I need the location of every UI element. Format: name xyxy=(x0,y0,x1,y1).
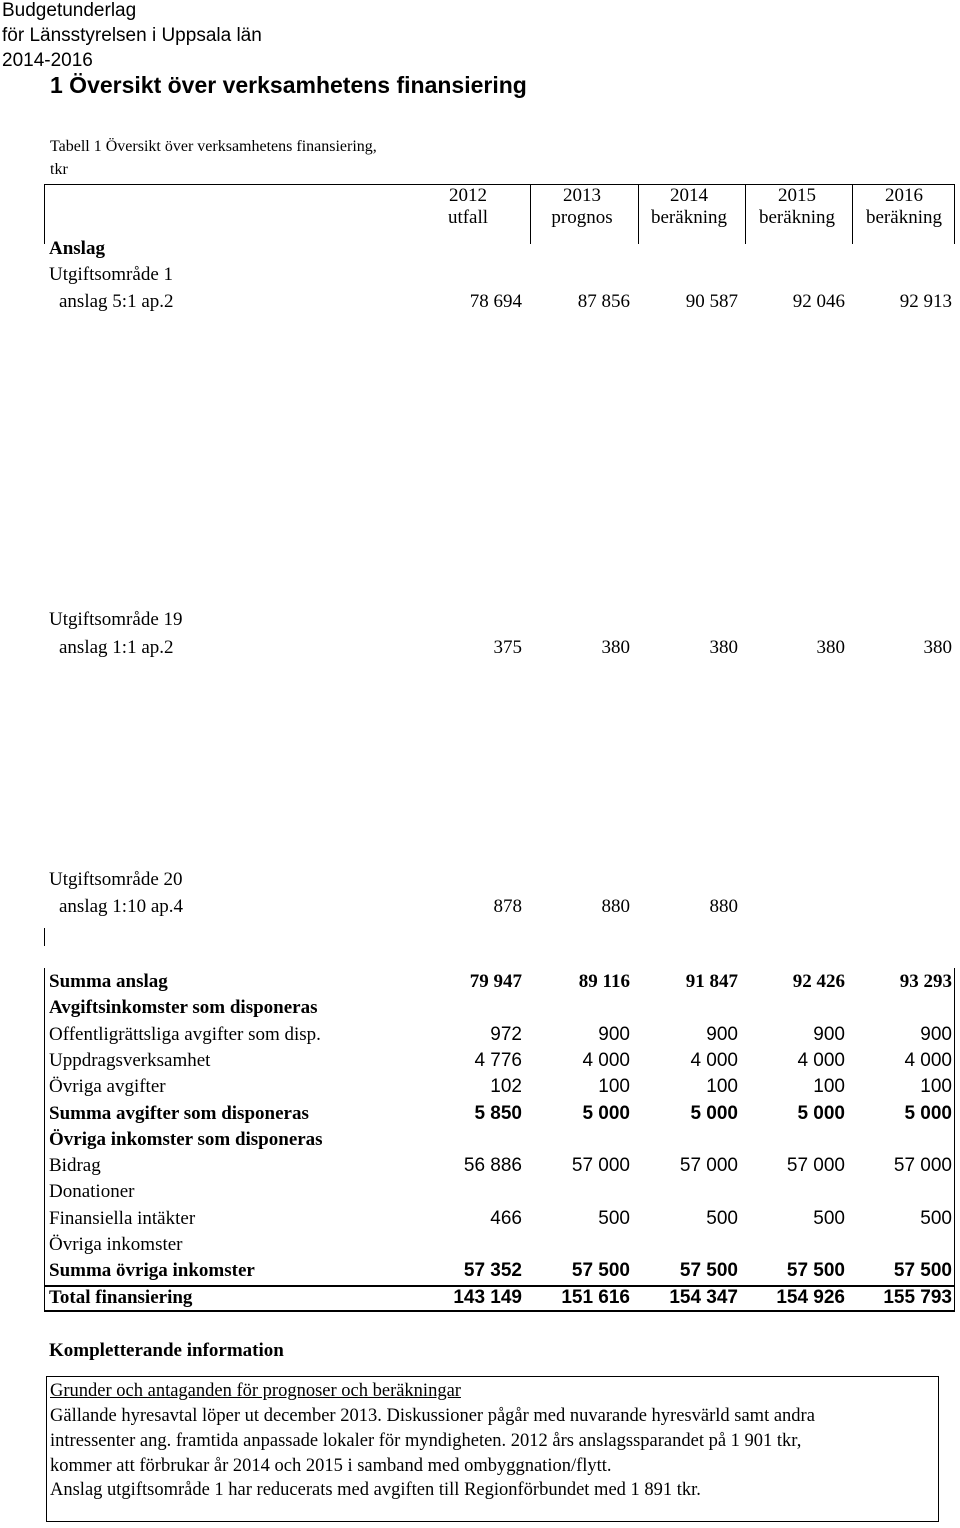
cell-value: 500 xyxy=(706,1208,738,1229)
uo1-label: Utgiftsområde 1 xyxy=(49,264,174,285)
col-kind: beräkning xyxy=(651,207,727,228)
table-row xyxy=(0,1129,960,1155)
col-year: 2013 xyxy=(563,185,601,206)
col-kind: beräkning xyxy=(866,207,942,228)
col-year: 2015 xyxy=(778,185,816,206)
cell-value: 92 913 xyxy=(899,291,952,312)
cell-value: 375 xyxy=(493,637,522,658)
col-header-2016 xyxy=(852,185,956,229)
cell-value: 5 000 xyxy=(690,1103,738,1124)
table-right-border xyxy=(954,968,955,1311)
total-bottom-border xyxy=(44,1310,955,1312)
cell-value: 100 xyxy=(706,1076,738,1097)
cell-value: 100 xyxy=(598,1076,630,1097)
cell-value: 4 776 xyxy=(474,1050,522,1071)
cell-value: 900 xyxy=(598,1024,630,1045)
table-row xyxy=(0,1181,960,1207)
section-heading-anslag: Anslag xyxy=(49,238,105,259)
col-kind: utfall xyxy=(447,207,489,228)
table-caption: Tabell 1 Översikt över verksamhetens finansiering, xyxy=(50,138,377,155)
total-top-border xyxy=(44,1285,955,1287)
cell-value: 78 694 xyxy=(469,291,522,312)
doc-header-period: 2014-2016 xyxy=(2,50,93,71)
cell-value: 900 xyxy=(706,1024,738,1045)
cell-value: 5 850 xyxy=(474,1103,522,1124)
cell-value: 500 xyxy=(920,1208,952,1229)
doc-header-title: Budgetunderlag xyxy=(2,0,137,21)
col-header-2014 xyxy=(637,185,741,229)
cell-value: 155 793 xyxy=(883,1287,952,1308)
col-year: 2016 xyxy=(885,185,923,206)
row-label: Finansiella intäkter xyxy=(49,1208,196,1229)
cell-value: 100 xyxy=(813,1076,845,1097)
cell-value: 57 500 xyxy=(893,1260,952,1281)
row-label: Donationer xyxy=(49,1181,135,1202)
table-row xyxy=(0,971,960,997)
col-header-2015 xyxy=(745,185,849,229)
info-text-line: kommer att förbrukar år 2014 och 2015 i samband med ombyggnation/flytt. xyxy=(50,1456,612,1476)
cell-value: 57 000 xyxy=(786,1155,845,1176)
info-text-line: Anslag utgiftsområde 1 har reducerats med avgiften till Regionförbundet med 1 891 tkr. xyxy=(50,1480,701,1500)
table-row xyxy=(0,997,960,1023)
col-header-2012 xyxy=(416,185,520,229)
cell-value: 5 000 xyxy=(904,1103,952,1124)
col-kind: prognos xyxy=(551,207,613,228)
table-left-border xyxy=(44,968,45,1311)
cell-value: 57 000 xyxy=(679,1155,738,1176)
uo1-values xyxy=(0,291,960,315)
cell-value: 57 500 xyxy=(679,1260,738,1281)
cell-value: 900 xyxy=(920,1024,952,1045)
cell-value: 154 926 xyxy=(776,1287,845,1308)
uo19-values xyxy=(0,637,960,661)
cell-value: 380 xyxy=(709,637,738,658)
row-label: Summa övriga inkomster xyxy=(49,1260,255,1281)
row-label: Bidrag xyxy=(49,1155,101,1176)
cell-value: 100 xyxy=(920,1076,952,1097)
row-label: Övriga avgifter xyxy=(49,1076,166,1097)
row-label: Uppdragsverksamhet xyxy=(49,1050,211,1071)
cell-value: 972 xyxy=(490,1024,522,1045)
uo1-sub: anslag 5:1 ap.2 xyxy=(59,291,174,312)
cell-value: 4 000 xyxy=(690,1050,738,1071)
uo19-sub: anslag 1:1 ap.2 xyxy=(59,637,174,658)
cell-value: 380 xyxy=(601,637,630,658)
uo20-label: Utgiftsområde 20 xyxy=(49,869,183,890)
cell-value: 93 293 xyxy=(899,971,952,992)
cell-value: 89 116 xyxy=(578,971,630,992)
row-label: Summa anslag xyxy=(49,971,168,992)
cell-value: 87 856 xyxy=(577,291,630,312)
cell-value: 56 886 xyxy=(463,1155,522,1176)
info-subheading: Grunder och antaganden för prognoser och beräkningar xyxy=(50,1381,461,1401)
table-row xyxy=(0,1103,960,1129)
table-left-border-header xyxy=(44,184,45,244)
col-kind: beräkning xyxy=(759,207,835,228)
cell-value: 102 xyxy=(490,1076,522,1097)
info-text-line: intressenter ang. framtida anpassade lokaler för myndigheten. 2012 års anslagssparandet på 1 901 tkr, xyxy=(50,1431,802,1451)
cell-value: 5 000 xyxy=(797,1103,845,1124)
table-row xyxy=(0,1076,960,1102)
cell-value: 380 xyxy=(816,637,845,658)
cell-value: 92 426 xyxy=(792,971,845,992)
row-label: Avgiftsinkomster som disponeras xyxy=(49,997,318,1018)
cell-value: 4 000 xyxy=(582,1050,630,1071)
cell-value: 878 xyxy=(493,896,522,917)
cell-value: 900 xyxy=(813,1024,845,1045)
cell-value: 154 347 xyxy=(669,1287,738,1308)
cell-value: 92 046 xyxy=(792,291,845,312)
doc-header-org: för Länsstyrelsen i Uppsala län xyxy=(2,25,262,46)
uo19-label: Utgiftsområde 19 xyxy=(49,609,183,630)
table-row xyxy=(0,1234,960,1260)
table-caption-unit: tkr xyxy=(50,161,68,178)
table-row xyxy=(0,1208,960,1234)
row-label: Offentligrättsliga avgifter som disp. xyxy=(49,1024,321,1045)
col-year: 2014 xyxy=(670,185,708,206)
cell-value: 57 000 xyxy=(893,1155,952,1176)
cell-value: 380 xyxy=(923,637,952,658)
row-label: Övriga inkomster xyxy=(49,1234,183,1255)
col-header-2013 xyxy=(530,185,634,229)
cell-value: 57 000 xyxy=(571,1155,630,1176)
cell-value: 4 000 xyxy=(797,1050,845,1071)
table-row xyxy=(0,1155,960,1181)
info-heading: Kompletterande information xyxy=(49,1340,284,1361)
table-row xyxy=(0,1024,960,1050)
uo20-values xyxy=(0,896,960,920)
cell-value: 91 847 xyxy=(685,971,738,992)
cell-value: 5 000 xyxy=(582,1103,630,1124)
cell-value: 57 500 xyxy=(786,1260,845,1281)
uo20-sub: anslag 1:10 ap.4 xyxy=(59,896,184,917)
table-row xyxy=(0,1260,960,1286)
cell-value: 4 000 xyxy=(904,1050,952,1071)
cell-value: 143 149 xyxy=(453,1287,522,1308)
cell-value: 57 500 xyxy=(571,1260,630,1281)
corner xyxy=(44,1311,45,1312)
table-left-border-tick xyxy=(44,928,45,946)
cell-value: 500 xyxy=(813,1208,845,1229)
cell-value: 500 xyxy=(598,1208,630,1229)
info-text-line: Gällande hyresavtal löper ut december 2013. Diskussioner pågår med nuvarande hyresvärld samt andra xyxy=(50,1406,815,1426)
cell-value: 466 xyxy=(490,1208,522,1229)
cell-value: 880 xyxy=(709,896,738,917)
cell-value: 79 947 xyxy=(469,971,522,992)
cell-value: 57 352 xyxy=(463,1260,522,1281)
cell-value: 151 616 xyxy=(561,1287,630,1308)
page-title: 1 Översikt över verksamhetens finansiering xyxy=(50,72,527,98)
row-label: Total finansiering xyxy=(49,1287,193,1308)
row-label: Summa avgifter som disponeras xyxy=(49,1103,309,1124)
col-year: 2012 xyxy=(449,185,487,206)
table-row xyxy=(0,1050,960,1076)
cell-value: 880 xyxy=(601,896,630,917)
row-label: Övriga inkomster som disponeras xyxy=(49,1129,323,1150)
cell-value: 90 587 xyxy=(685,291,738,312)
